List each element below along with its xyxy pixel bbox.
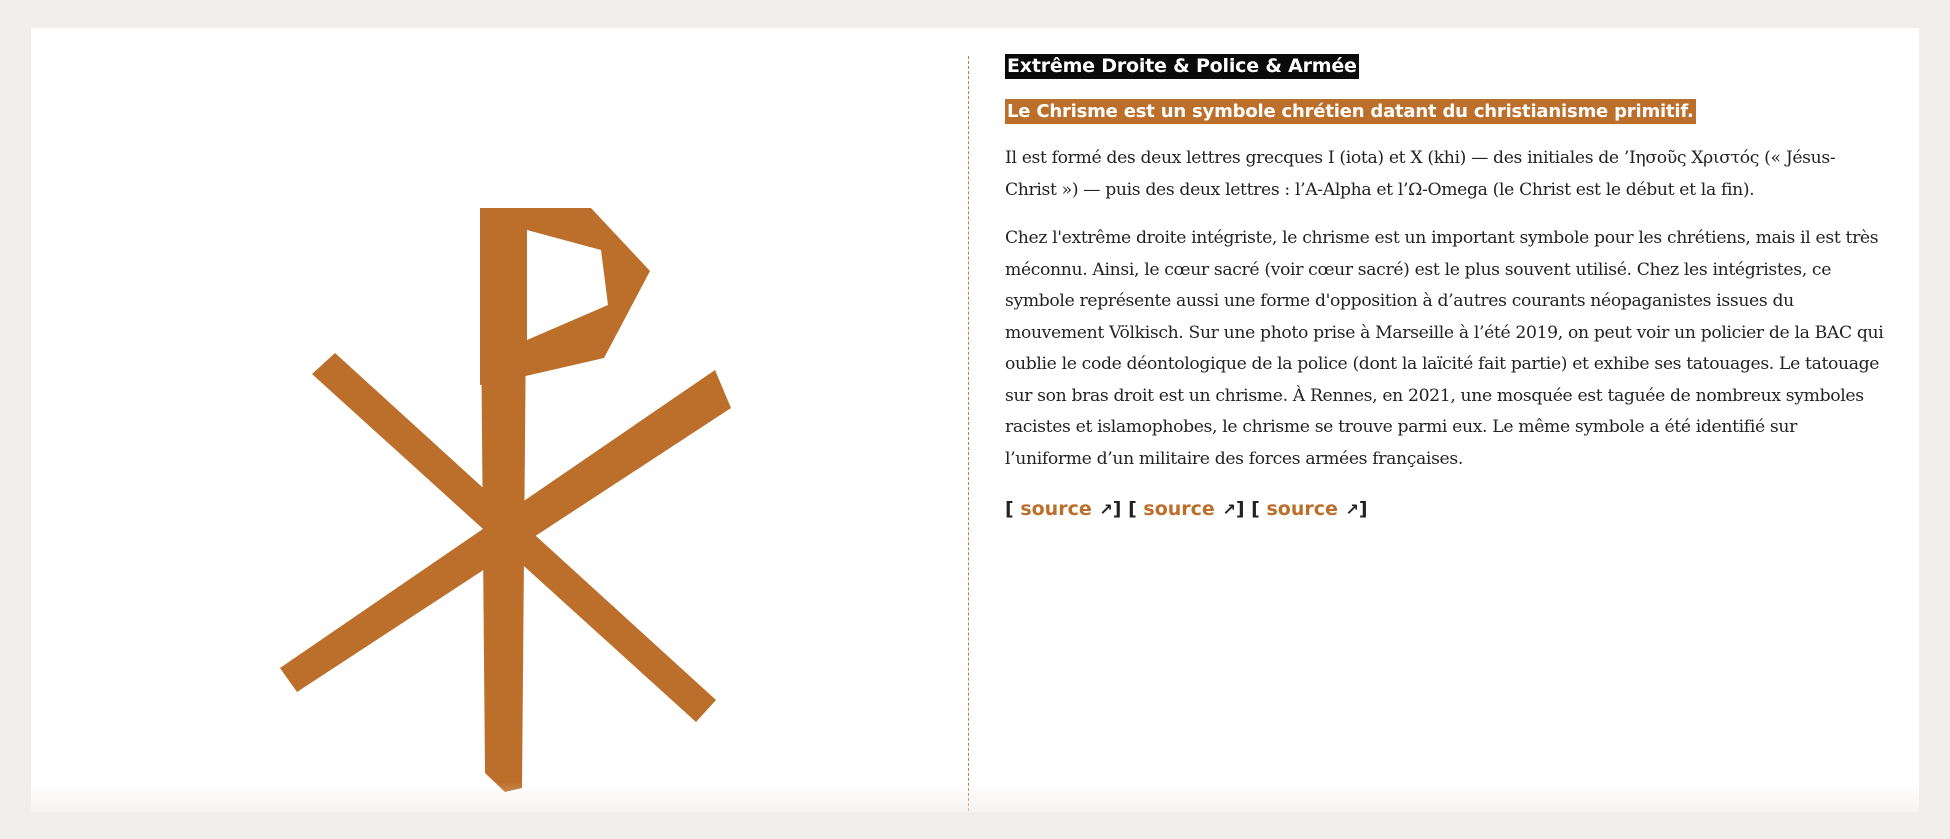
bracket-close: ] <box>1358 498 1368 520</box>
arrow-up-right-icon: ↗ <box>1099 500 1113 519</box>
bracket-open: [ <box>1128 498 1137 520</box>
arrow-up-right-icon: ↗ <box>1345 500 1359 519</box>
chi-rho-symbol <box>31 28 968 812</box>
column-divider <box>968 56 969 812</box>
article-panel <box>1005 54 1885 522</box>
bracket-open: [ <box>1005 498 1014 520</box>
paragraph-origin: Il est formé des deux lettres grecques I (iota) et X (khi) — des initiales de ’Ιησοῦς Χριστός (« Jésus-Christ ») — puis des deux lettres : l’A-Alpha et l’Ω-Omega (le Christ est le début et la fin). <box>1005 148 1836 200</box>
bracket-close: ] <box>1235 498 1245 520</box>
sources-row <box>1005 497 1885 522</box>
symbol-panel <box>31 28 968 812</box>
source-link-2[interactable] <box>1143 498 1235 520</box>
content-card <box>31 28 1919 812</box>
bracket-open: [ <box>1251 498 1260 520</box>
source-link-label: source <box>1143 498 1215 520</box>
article-headline: Le Chrisme est un symbole chrétien datant du christianisme primitif. <box>1007 101 1694 122</box>
paragraph-far-right: Chez l'extrême droite intégriste, le chrisme est un important symbole pour les chrétiens, mais il est très méconnu. Ainsi, le cœur sacré (voir cœur sacré) est le plus souvent utilisé. Chez les intégristes, ce symbole représente aussi une forme d'opposition à d’autres courants néopaganistes issues du mouvement Völkisch. Sur une photo prise à Marseille à l’été 2019, on peut voir un policier de la BAC qui oublie le code déontologique de la police (dont la laïcité fait partie) et exhibe ses tatouages. Le tatouage sur son bras droit est un chrisme. À Rennes, en 2021, une mosquée est taguée de nombreux symboles racistes et islamophobes, le chrisme se trouve parmi eux. Le même symbole a été identifié sur l’uniforme d’un militaire des forces armées françaises. <box>1005 228 1884 469</box>
arrow-up-right-icon: ↗ <box>1222 500 1236 519</box>
category-tag[interactable]: Extrême Droite & Police & Armée <box>1007 55 1357 77</box>
source-link-3[interactable] <box>1266 498 1358 520</box>
chi-rho-loop <box>480 208 650 385</box>
source-link-label: source <box>1020 498 1092 520</box>
source-link-1[interactable] <box>1020 498 1112 520</box>
source-link-label: source <box>1266 498 1338 520</box>
bracket-close: ] <box>1112 498 1122 520</box>
